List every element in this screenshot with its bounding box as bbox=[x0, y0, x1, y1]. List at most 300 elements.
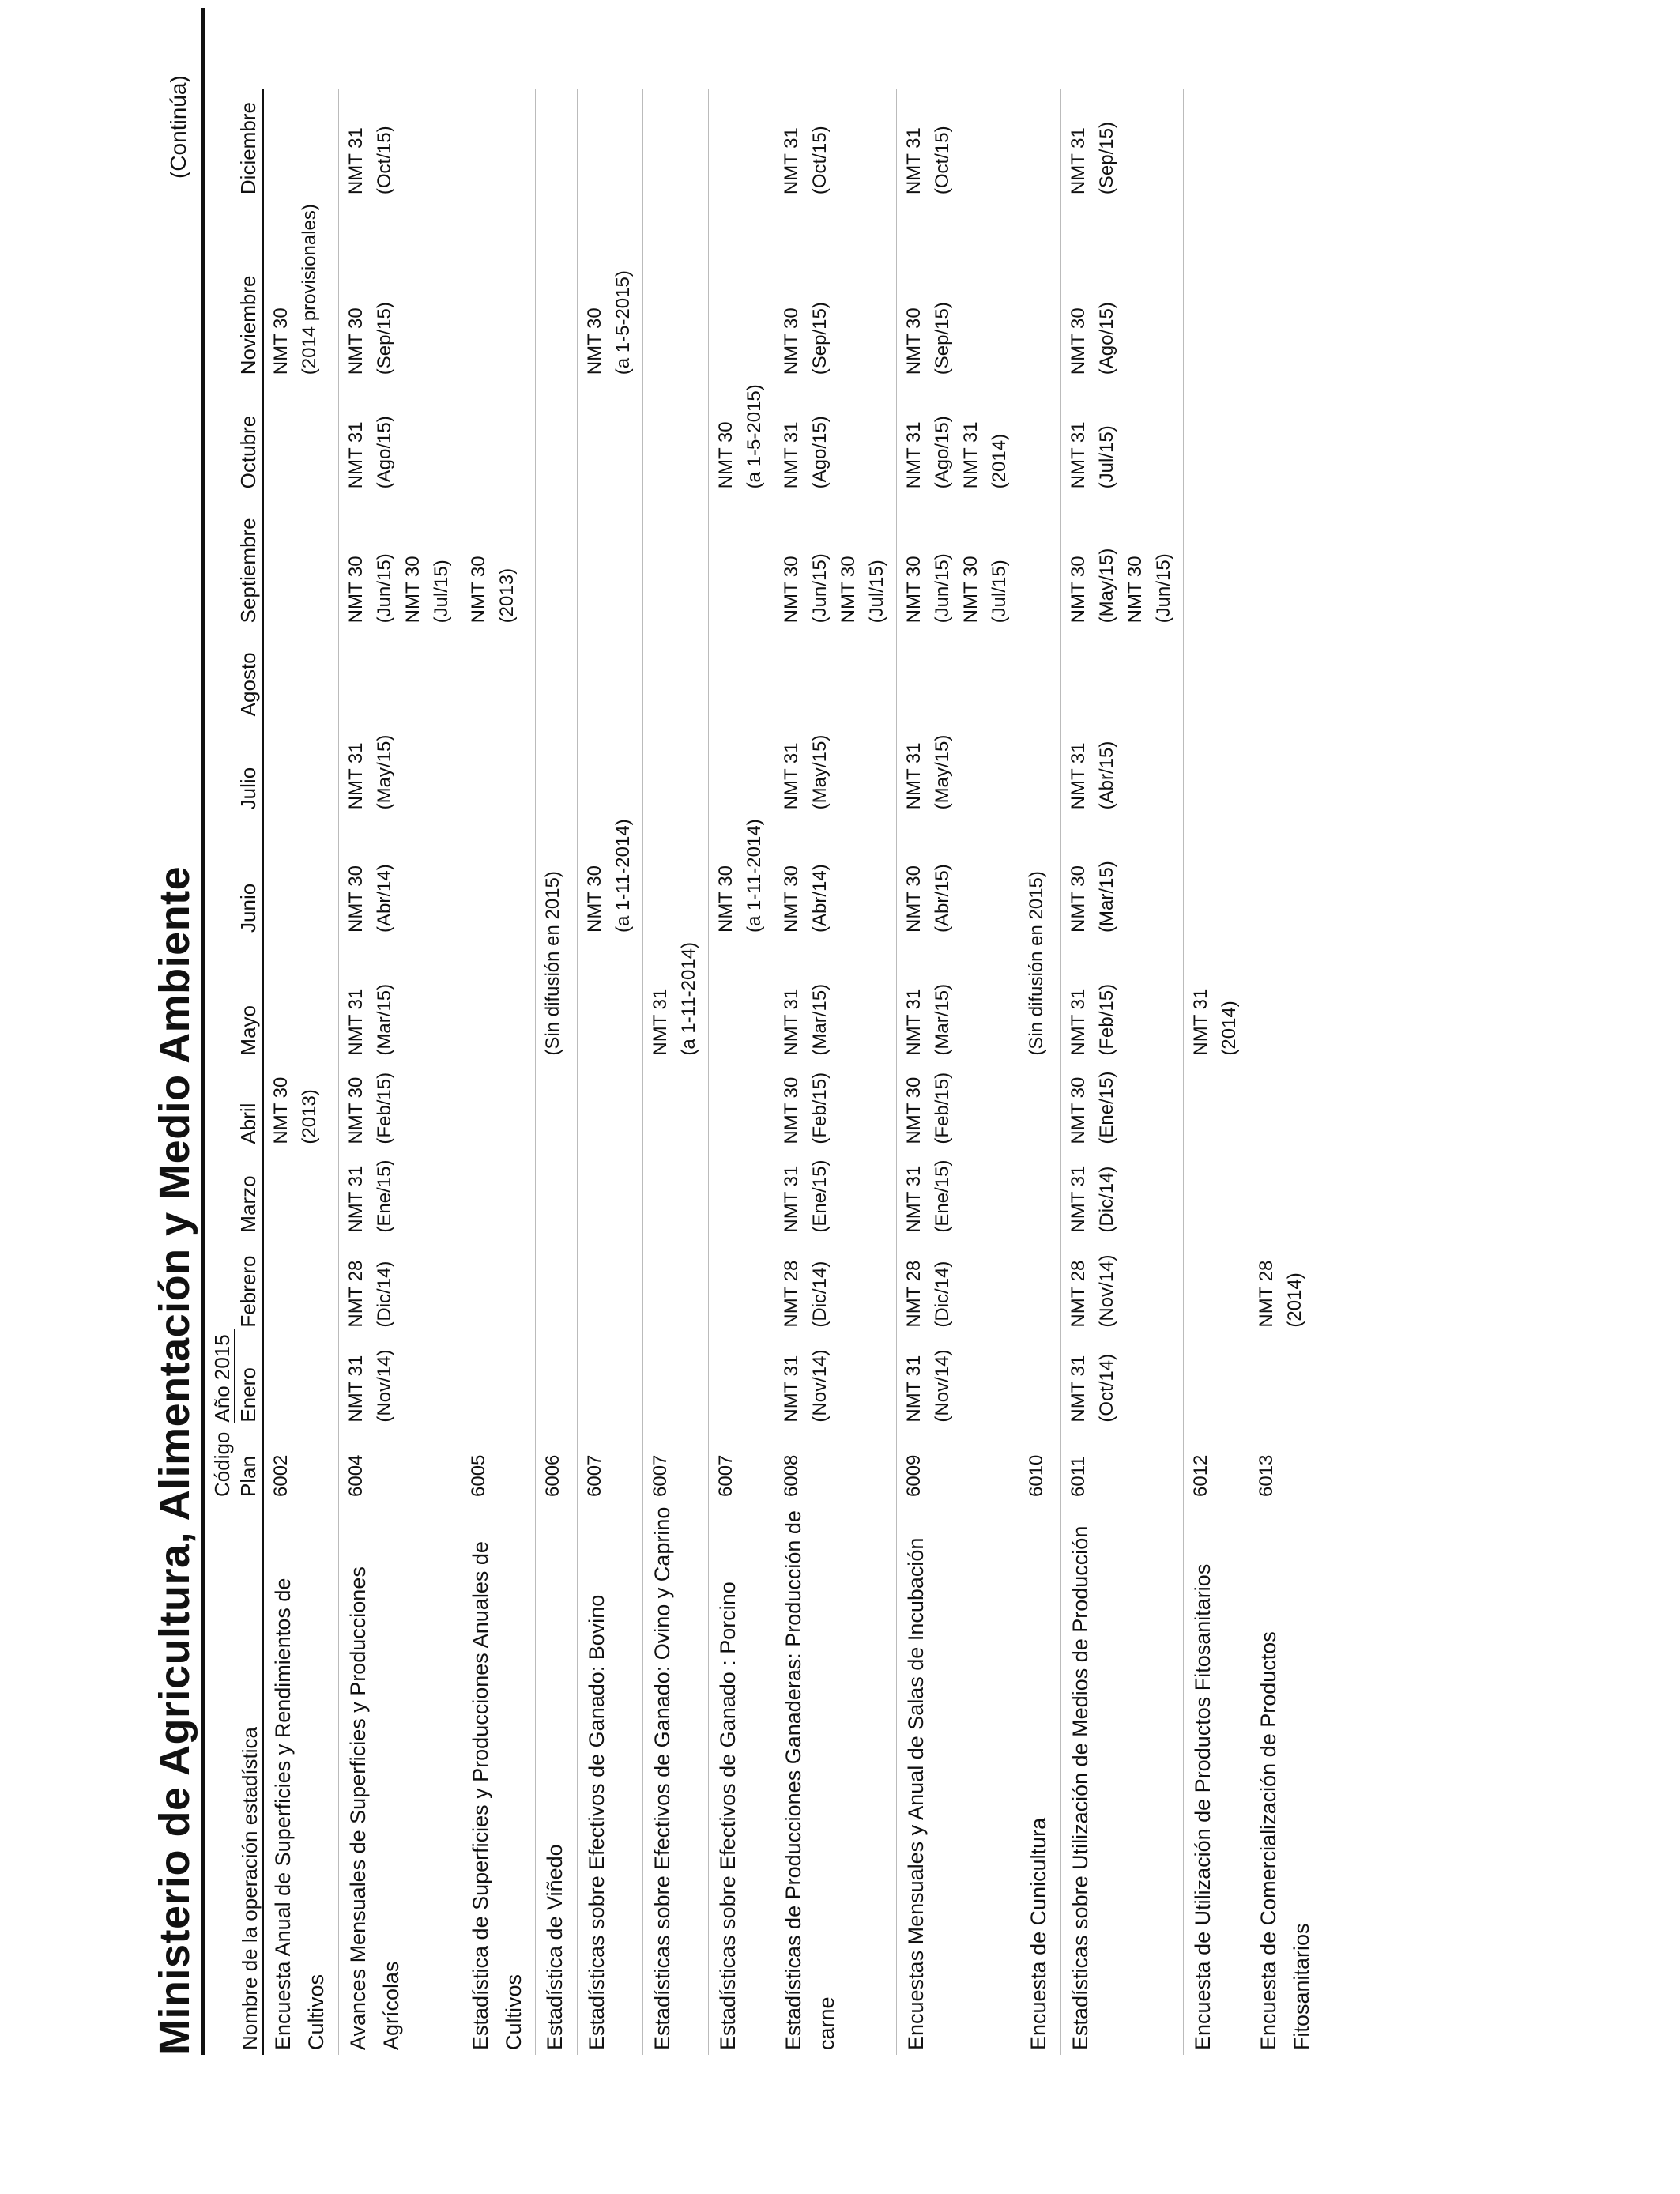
header-year: Año 2015 bbox=[207, 89, 235, 1427]
release-entry: (Ene/15) bbox=[932, 1159, 954, 1233]
month-cell bbox=[709, 1238, 774, 1333]
release-entry: NMT 28 bbox=[1068, 1260, 1090, 1328]
month-cell bbox=[774, 1061, 897, 1149]
release-entry: NMT 30 bbox=[781, 865, 803, 933]
month-cell bbox=[897, 89, 1019, 199]
month-cell bbox=[897, 1333, 1019, 1427]
operation-name: Estadísticas sobre Efectivos de Ganado: Bovino bbox=[585, 1594, 609, 2050]
release-entry: NMT 31 bbox=[781, 421, 803, 489]
release-entry: (Jul/15) bbox=[1096, 425, 1118, 489]
month-cell bbox=[1019, 1333, 1061, 1427]
plan-code: 6007 bbox=[715, 1454, 737, 1497]
release-entry: NMT 31 bbox=[1068, 742, 1090, 810]
month-cell bbox=[1184, 1333, 1249, 1427]
month-cell bbox=[578, 937, 643, 1061]
month-cell bbox=[774, 1149, 897, 1238]
month-cell bbox=[1184, 628, 1249, 721]
release-entry: NMT 31 bbox=[1068, 421, 1090, 489]
table-row bbox=[1061, 89, 1184, 2055]
month-cell bbox=[1184, 1061, 1249, 1149]
month-cell bbox=[338, 1061, 461, 1149]
release-entry: NMT 30 bbox=[960, 556, 982, 624]
release-entry: NMT 30 bbox=[715, 421, 737, 489]
month-cell bbox=[461, 937, 536, 1061]
release-entry: (Ene/15) bbox=[1096, 1071, 1118, 1144]
release-entry: NMT 31 bbox=[1068, 127, 1090, 195]
release-entry: NMT 28 bbox=[903, 1260, 925, 1328]
month-cell bbox=[1019, 628, 1061, 721]
month-cell bbox=[1019, 493, 1061, 628]
release-entry: (Oct/15) bbox=[809, 126, 831, 195]
release-entry: NMT 31 bbox=[345, 1165, 367, 1233]
release-entry: (Ene/15) bbox=[809, 1159, 831, 1233]
month-cell bbox=[774, 89, 897, 199]
month-cell bbox=[1019, 1061, 1061, 1149]
release-entry: NMT 30 bbox=[401, 556, 424, 624]
header-month-julio: Julio bbox=[235, 721, 263, 814]
no-release-note: (Sin difusión en 2015) bbox=[542, 871, 564, 1056]
month-cell bbox=[1249, 1061, 1324, 1149]
month-cell bbox=[643, 721, 709, 814]
header-month-febrero: Febrero bbox=[235, 1238, 263, 1333]
release-entry: (2013) bbox=[495, 567, 518, 624]
header-month-enero: Enero bbox=[235, 1333, 263, 1427]
release-entry: (2014) bbox=[1284, 1272, 1306, 1328]
month-cell bbox=[263, 1149, 338, 1238]
header-month-diciembre: Diciembre bbox=[235, 89, 263, 199]
release-entry: (Sep/15) bbox=[1096, 122, 1118, 195]
table-row bbox=[338, 89, 461, 2055]
operation-name: Avances Mensuales de Superficies y Producciones Agrícolas bbox=[345, 1566, 403, 2050]
month-cell bbox=[643, 937, 709, 1061]
month-cell bbox=[461, 89, 536, 199]
month-cell bbox=[774, 628, 897, 721]
month-cell bbox=[536, 379, 578, 493]
month-cell bbox=[1249, 628, 1324, 721]
release-entry: (Jul/15) bbox=[430, 560, 452, 624]
release-entry: NMT 30 bbox=[903, 307, 925, 375]
release-entry: (2014) bbox=[1219, 1001, 1241, 1056]
month-cell bbox=[338, 379, 461, 493]
release-entry: (Sep/15) bbox=[809, 302, 831, 375]
release-entry: (Nov/14) bbox=[1096, 1254, 1118, 1328]
month-cell bbox=[263, 199, 338, 379]
month-cell bbox=[709, 493, 774, 628]
release-entry: NMT 31 bbox=[903, 1355, 925, 1423]
month-cell bbox=[1184, 937, 1249, 1061]
release-entry: NMT 31 bbox=[781, 1355, 803, 1423]
header-month-noviembre: Noviembre bbox=[235, 199, 263, 379]
release-entry: (Dic/14) bbox=[932, 1261, 954, 1328]
release-entry: NMT 28 bbox=[345, 1260, 367, 1328]
month-cell bbox=[1249, 937, 1324, 1061]
release-entry: (Ago/15) bbox=[1096, 302, 1118, 375]
month-cell bbox=[1184, 89, 1249, 199]
release-entry: NMT 30 bbox=[345, 556, 367, 624]
release-entry: NMT 30 bbox=[345, 1076, 367, 1144]
release-entry: (Mar/15) bbox=[1096, 861, 1118, 933]
release-entry: NMT 30 bbox=[903, 556, 925, 624]
month-cell bbox=[709, 199, 774, 379]
month-cell bbox=[709, 721, 774, 814]
plan-code: 6005 bbox=[467, 1454, 489, 1497]
release-entry: NMT 30 bbox=[781, 307, 803, 375]
release-entry: (Jul/15) bbox=[866, 560, 888, 624]
release-entry: (a 1-11-2014) bbox=[744, 819, 766, 933]
month-cell bbox=[709, 89, 774, 199]
release-entry: (Mar/15) bbox=[373, 983, 395, 1056]
month-cell bbox=[338, 628, 461, 721]
release-entry: (Oct/14) bbox=[1096, 1353, 1118, 1423]
plan-code: 6009 bbox=[903, 1454, 925, 1497]
plan-code: 6006 bbox=[542, 1454, 564, 1497]
month-cell bbox=[643, 1333, 709, 1427]
release-entry: (Jul/15) bbox=[989, 560, 1011, 624]
release-entry: NMT 31 bbox=[903, 988, 925, 1056]
release-entry: (Jun/15) bbox=[932, 553, 954, 624]
release-entry: NMT 31 bbox=[781, 742, 803, 810]
month-cell bbox=[1249, 814, 1324, 937]
release-entry: (a 1-5-2015) bbox=[744, 384, 766, 489]
month-cell bbox=[1184, 199, 1249, 379]
release-entry: NMT 30 bbox=[1068, 556, 1090, 624]
month-cell bbox=[1061, 1149, 1184, 1238]
release-entry: (Dic/14) bbox=[1096, 1166, 1118, 1233]
month-cell bbox=[774, 721, 897, 814]
release-entry: (Feb/15) bbox=[809, 1072, 831, 1144]
operation-name: Estadísticas sobre Efectivos de Ganado: Ovino y Caprino bbox=[650, 1506, 675, 2050]
header-month-septiembre: Septiembre bbox=[235, 493, 263, 628]
release-entry: NMT 31 bbox=[1068, 988, 1090, 1056]
month-cell bbox=[578, 379, 643, 493]
month-cell bbox=[1061, 628, 1184, 721]
month-cell bbox=[578, 89, 643, 199]
month-cell bbox=[536, 1333, 578, 1427]
release-entry: (Ene/15) bbox=[373, 1159, 395, 1233]
month-cell bbox=[1184, 721, 1249, 814]
month-cell bbox=[263, 721, 338, 814]
header-month-marzo: Marzo bbox=[235, 1149, 263, 1238]
month-cell bbox=[578, 1333, 643, 1427]
month-cell bbox=[897, 721, 1019, 814]
month-cell bbox=[1019, 1149, 1061, 1238]
plan-code: 6007 bbox=[650, 1454, 672, 1497]
month-cell bbox=[1249, 89, 1324, 199]
plan-code: 6002 bbox=[270, 1454, 292, 1497]
month-cell bbox=[263, 628, 338, 721]
table-row bbox=[263, 89, 338, 2055]
month-cell bbox=[1061, 814, 1184, 937]
month-cell bbox=[709, 379, 774, 493]
month-cell bbox=[897, 937, 1019, 1061]
month-cell bbox=[897, 1238, 1019, 1333]
month-cell bbox=[709, 628, 774, 721]
month-cell bbox=[897, 628, 1019, 721]
release-entry: (Ago/15) bbox=[809, 416, 831, 489]
month-cell bbox=[263, 814, 338, 937]
continued-label: (Continúa) bbox=[166, 75, 190, 179]
month-cell bbox=[1019, 379, 1061, 493]
release-entry: (Feb/15) bbox=[932, 1072, 954, 1144]
release-entry: NMT 31 bbox=[345, 421, 367, 489]
month-cell bbox=[578, 721, 643, 814]
month-cell bbox=[461, 1238, 536, 1333]
month-cell bbox=[774, 1333, 897, 1427]
month-cell bbox=[263, 89, 338, 199]
top-rule bbox=[201, 8, 205, 2055]
month-cell bbox=[536, 1149, 578, 1238]
month-cell bbox=[1249, 1333, 1324, 1427]
release-entry: (a 1-5-2015) bbox=[612, 270, 635, 375]
month-cell bbox=[897, 199, 1019, 379]
month-cell bbox=[1061, 1333, 1184, 1427]
release-entry: NMT 31 bbox=[345, 988, 367, 1056]
release-entry: NMT 30 bbox=[781, 556, 803, 624]
release-entry: NMT 30 bbox=[345, 307, 367, 375]
month-cell bbox=[1019, 89, 1061, 199]
month-cell bbox=[1061, 199, 1184, 379]
release-entry: (May/15) bbox=[932, 734, 954, 810]
release-entry: (Mar/15) bbox=[809, 983, 831, 1056]
month-cell bbox=[536, 89, 578, 199]
release-entry: NMT 28 bbox=[781, 1260, 803, 1328]
operation-name: Encuesta Anual de Superficies y Rendimientos de Cultivos bbox=[271, 1578, 328, 2050]
month-cell bbox=[1184, 814, 1249, 937]
release-entry: NMT 30 bbox=[345, 865, 367, 933]
month-cell bbox=[1061, 721, 1184, 814]
month-cell bbox=[774, 379, 897, 493]
month-cell bbox=[461, 493, 536, 628]
release-entry: (Sep/15) bbox=[373, 302, 395, 375]
release-entry: NMT 30 bbox=[584, 307, 606, 375]
month-cell bbox=[338, 814, 461, 937]
month-cell bbox=[643, 1238, 709, 1333]
table-row bbox=[897, 89, 1019, 2055]
release-entry: (2013) bbox=[299, 1089, 320, 1144]
month-cell bbox=[578, 1238, 643, 1333]
month-cell bbox=[578, 1061, 643, 1149]
plan-code: 6004 bbox=[345, 1454, 367, 1497]
month-cell bbox=[643, 493, 709, 628]
month-cell bbox=[1061, 937, 1184, 1061]
operation-name: Encuesta de Cunicultura bbox=[1026, 1817, 1051, 2050]
month-cell bbox=[461, 721, 536, 814]
month-cell bbox=[1184, 379, 1249, 493]
release-entry: (Ago/15) bbox=[932, 416, 954, 489]
release-entry: (Mar/15) bbox=[932, 983, 954, 1056]
table-row bbox=[774, 89, 897, 2055]
month-cell bbox=[1249, 493, 1324, 628]
month-cell bbox=[897, 1149, 1019, 1238]
operation-name: Estadísticas sobre Utilización de Medios de Producción bbox=[1068, 1525, 1093, 2050]
month-cell bbox=[338, 721, 461, 814]
month-cell bbox=[461, 199, 536, 379]
month-cell bbox=[774, 493, 897, 628]
header-month-abril: Abril bbox=[235, 1061, 263, 1149]
release-entry: (a 1-11-2014) bbox=[678, 941, 700, 1056]
operation-name: Estadísticas de Producciones Ganaderas: Producción de carne bbox=[782, 1510, 839, 2050]
month-cell bbox=[461, 1149, 536, 1238]
month-cell bbox=[1249, 199, 1324, 379]
table-row bbox=[709, 89, 774, 2055]
page-title: Ministerio de Agricultura, Alimentación y Medio Ambiente bbox=[151, 865, 198, 2055]
month-cell bbox=[709, 1149, 774, 1238]
release-entry: NMT 30 bbox=[1068, 307, 1090, 375]
table-row bbox=[536, 89, 578, 2055]
release-entry: NMT 30 bbox=[903, 1076, 925, 1144]
month-cell bbox=[709, 814, 774, 937]
release-entry: NMT 31 bbox=[345, 1355, 367, 1423]
release-entry: (Jun/15) bbox=[1153, 553, 1175, 624]
month-cell bbox=[536, 199, 578, 379]
plan-code: 6013 bbox=[1256, 1454, 1278, 1497]
release-entry: NMT 31 bbox=[903, 421, 925, 489]
plan-code: 6007 bbox=[584, 1454, 606, 1497]
month-cell bbox=[1061, 379, 1184, 493]
release-entry: NMT 31 bbox=[903, 127, 925, 195]
table-row bbox=[1184, 89, 1249, 2055]
month-cell bbox=[338, 199, 461, 379]
month-cell bbox=[897, 379, 1019, 493]
header-plan: Plan bbox=[235, 1427, 263, 1502]
release-entry: NMT 30 bbox=[270, 1076, 292, 1144]
header-month-octubre: Octubre bbox=[235, 379, 263, 493]
month-cell bbox=[338, 937, 461, 1061]
release-entry: NMT 31 bbox=[781, 127, 803, 195]
release-entry: NMT 31 bbox=[1068, 1355, 1090, 1423]
release-entry: (Abr/14) bbox=[809, 864, 831, 933]
release-entry: (May/15) bbox=[809, 734, 831, 810]
month-cell bbox=[774, 814, 897, 937]
month-cell bbox=[774, 199, 897, 379]
release-entry: (Ago/15) bbox=[373, 416, 395, 489]
release-entry: NMT 31 bbox=[345, 127, 367, 195]
operation-name: Encuesta de Utilización de Productos Fitosanitarios bbox=[1191, 1563, 1215, 2050]
month-cell bbox=[643, 89, 709, 199]
release-entry: NMT 30 bbox=[781, 1076, 803, 1144]
month-cell bbox=[1019, 199, 1061, 379]
release-entry: NMT 31 bbox=[960, 421, 982, 489]
header-month-mayo: Mayo bbox=[235, 937, 263, 1061]
operation-name: Estadística de Viñedo bbox=[543, 1844, 567, 2050]
month-cell bbox=[461, 1333, 536, 1427]
month-cell bbox=[643, 1149, 709, 1238]
release-entry: (Nov/14) bbox=[373, 1349, 395, 1423]
operation-name: Estadísticas sobre Efectivos de Ganado : Porcino bbox=[716, 1581, 740, 2050]
table-row bbox=[643, 89, 709, 2055]
table-row bbox=[461, 89, 536, 2055]
month-cell bbox=[263, 379, 338, 493]
month-cell bbox=[461, 814, 536, 937]
schedule-table bbox=[207, 89, 1324, 2055]
release-entry: (2014) bbox=[989, 433, 1011, 489]
release-entry: (Feb/15) bbox=[373, 1072, 395, 1144]
table-row bbox=[1019, 89, 1061, 2055]
release-entry: (Feb/15) bbox=[1096, 983, 1118, 1056]
month-cell bbox=[1249, 1149, 1324, 1238]
release-entry: NMT 30 bbox=[1068, 865, 1090, 933]
month-cell bbox=[338, 1238, 461, 1333]
header-month-junio: Junio bbox=[235, 814, 263, 937]
plan-code: 6011 bbox=[1068, 1456, 1090, 1497]
release-entry: (Jun/15) bbox=[373, 553, 395, 624]
month-cell bbox=[263, 1333, 338, 1427]
month-cell bbox=[643, 379, 709, 493]
month-cell bbox=[643, 199, 709, 379]
month-cell bbox=[897, 814, 1019, 937]
release-entry: NMT 31 bbox=[903, 742, 925, 810]
header-code: Código bbox=[210, 1431, 234, 1497]
release-entry: (Nov/14) bbox=[809, 1349, 831, 1423]
month-cell bbox=[1019, 1238, 1061, 1333]
release-entry: (Dic/14) bbox=[373, 1261, 395, 1328]
plan-code: 6012 bbox=[1190, 1454, 1212, 1497]
no-release-note: (Sin difusión en 2015) bbox=[1026, 871, 1048, 1056]
table-row bbox=[1249, 89, 1324, 2055]
release-entry: (Abr/15) bbox=[1096, 741, 1118, 810]
month-cell bbox=[1184, 1238, 1249, 1333]
operation-name: Encuestas Mensuales y Anual de Salas de Incubación bbox=[904, 1537, 929, 2050]
month-cell bbox=[536, 628, 578, 721]
month-cell bbox=[536, 1061, 578, 1149]
month-cell bbox=[1061, 493, 1184, 628]
operation-name: Estadística de Superficies y Producciones Anuales de Cultivos bbox=[468, 1541, 525, 2050]
release-entry: NMT 31 bbox=[781, 1165, 803, 1233]
month-cell bbox=[897, 1061, 1019, 1149]
month-cell bbox=[709, 1333, 774, 1427]
month-cell bbox=[263, 1061, 338, 1149]
month-cell bbox=[774, 937, 897, 1061]
month-cell bbox=[1061, 89, 1184, 199]
table-row bbox=[578, 89, 643, 2055]
release-entry: (Jun/15) bbox=[809, 553, 831, 624]
month-cell bbox=[1249, 1238, 1324, 1333]
month-cell bbox=[578, 199, 643, 379]
release-entry: (Dic/14) bbox=[809, 1261, 831, 1328]
release-entry: NMT 31 bbox=[650, 988, 672, 1056]
plan-code: 6008 bbox=[781, 1454, 803, 1497]
month-cell bbox=[1061, 1061, 1184, 1149]
month-cell bbox=[774, 1238, 897, 1333]
release-entry: NMT 30 bbox=[270, 307, 292, 375]
release-entry: NMT 30 bbox=[1068, 1076, 1090, 1144]
month-cell bbox=[461, 1061, 536, 1149]
month-cell bbox=[461, 628, 536, 721]
month-cell bbox=[643, 1061, 709, 1149]
month-cell bbox=[263, 937, 338, 1061]
month-cell bbox=[338, 1333, 461, 1427]
release-entry: (Sep/15) bbox=[932, 302, 954, 375]
release-entry: NMT 31 bbox=[1190, 988, 1212, 1056]
month-cell bbox=[263, 493, 338, 628]
release-entry: NMT 30 bbox=[903, 865, 925, 933]
month-cell bbox=[643, 628, 709, 721]
month-cell bbox=[897, 493, 1019, 628]
release-entry: (Abr/14) bbox=[373, 864, 395, 933]
release-entry: NMT 31 bbox=[345, 742, 367, 810]
release-entry: NMT 31 bbox=[903, 1165, 925, 1233]
month-cell bbox=[263, 1238, 338, 1333]
release-entry: (May/15) bbox=[373, 734, 395, 810]
month-cell bbox=[1184, 493, 1249, 628]
release-entry: NMT 31 bbox=[781, 988, 803, 1056]
month-cell bbox=[709, 1061, 774, 1149]
release-entry: (2014 provisionales) bbox=[299, 204, 320, 375]
release-entry: NMT 30 bbox=[838, 556, 860, 624]
month-cell bbox=[338, 1149, 461, 1238]
release-entry: (Nov/14) bbox=[932, 1349, 954, 1423]
month-cell bbox=[338, 493, 461, 628]
